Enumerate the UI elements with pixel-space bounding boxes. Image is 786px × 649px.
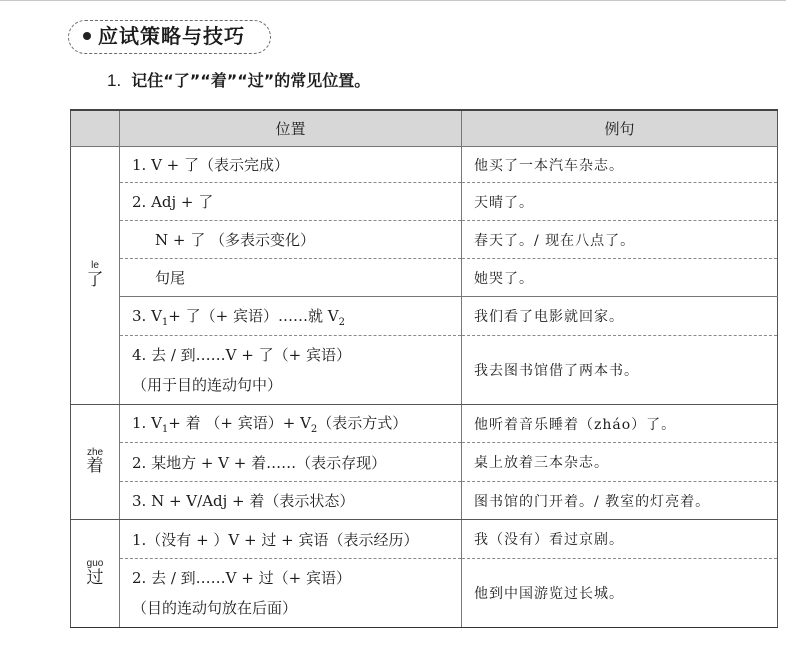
table-row xyxy=(71,482,778,520)
char-le: 了 xyxy=(86,269,104,290)
position-cell: 2. 某地方 + V + 着……（表示存现） xyxy=(120,443,462,482)
example-cell: 他买了一本汽车杂志。 xyxy=(462,147,778,183)
bullet-dot-icon xyxy=(83,32,91,40)
position-cell: 1. $V_1+$ 着 （+ 宾语）+ $V_2$（表示方式） xyxy=(120,405,462,443)
table-row xyxy=(71,183,778,221)
table-row xyxy=(71,559,778,628)
table-row xyxy=(71,520,778,559)
example-cell: 图书馆的门开着。/ 教室的灯亮着。 xyxy=(462,482,778,520)
particle-label-zhe xyxy=(71,405,120,520)
position-line: 4. 去 / 到……V + 了（+ 宾语） xyxy=(132,346,351,364)
position-line: （用于目的连动句中） xyxy=(132,376,283,394)
pinyin-guo: guo xyxy=(86,558,104,570)
char-zhe: 着 xyxy=(86,456,104,477)
pinyin-le: le xyxy=(91,260,99,272)
table-row xyxy=(71,297,778,336)
particle-label-guo xyxy=(71,520,120,628)
header-label xyxy=(71,110,120,147)
table-row xyxy=(71,443,778,482)
heading-number: 1. xyxy=(107,71,122,90)
position-cell: 3. N + V/Adj + 着（表示状态） xyxy=(120,482,462,520)
badge-title: 应试策略与技巧 xyxy=(98,24,245,48)
table-row xyxy=(71,259,778,297)
example-cell: 天晴了。 xyxy=(462,183,778,221)
table-header-row xyxy=(71,110,778,147)
example-cell: 他到中国游览过长城。 xyxy=(462,559,778,628)
position-cell xyxy=(120,336,462,405)
header-position: 位置 xyxy=(120,110,462,147)
position-cell: 3. $V_1+$ 了（+ 宾语）……就 $V_2$ xyxy=(120,297,462,336)
pinyin-zhe: zhe xyxy=(86,446,104,458)
table-row xyxy=(71,336,778,405)
position-line: （目的连动句放在后面） xyxy=(132,599,298,617)
position-line: 2. 去 / 到……V + 过（+ 宾语） xyxy=(132,569,351,587)
example-cell: 桌上放着三本杂志。 xyxy=(462,443,778,482)
position-cell: 句尾 xyxy=(120,259,462,297)
position-cell xyxy=(120,559,462,628)
table-row xyxy=(71,221,778,259)
example-cell: 我（没有）看过京剧。 xyxy=(462,520,778,559)
section-heading xyxy=(107,68,370,91)
particle-position-table xyxy=(70,109,778,628)
particle-label-le xyxy=(71,147,120,405)
top-border-line xyxy=(0,0,786,1)
header-example: 例句 xyxy=(462,110,778,147)
example-cell: 我去图书馆借了两本书。 xyxy=(462,336,778,405)
table-row xyxy=(71,405,778,443)
table-row xyxy=(71,147,778,183)
example-cell: 她哭了。 xyxy=(462,259,778,297)
heading-text: 记住“了”“着”“过”的常见位置。 xyxy=(131,71,371,90)
section-badge xyxy=(68,20,271,54)
position-cell: 1. V + 了（表示完成） xyxy=(120,147,462,183)
position-cell: 2. Adj + 了 xyxy=(120,183,462,221)
position-cell: N + 了 （多表示变化） xyxy=(120,221,462,259)
example-cell: 我们看了电影就回家。 xyxy=(462,297,778,336)
example-cell: 春天了。/ 现在八点了。 xyxy=(462,221,778,259)
char-guo: 过 xyxy=(86,567,104,588)
position-cell: 1.（没有 + ）V + 过 + 宾语（表示经历） xyxy=(120,520,462,559)
example-cell: 他听着音乐睡着（zháo）了。 xyxy=(462,405,778,443)
